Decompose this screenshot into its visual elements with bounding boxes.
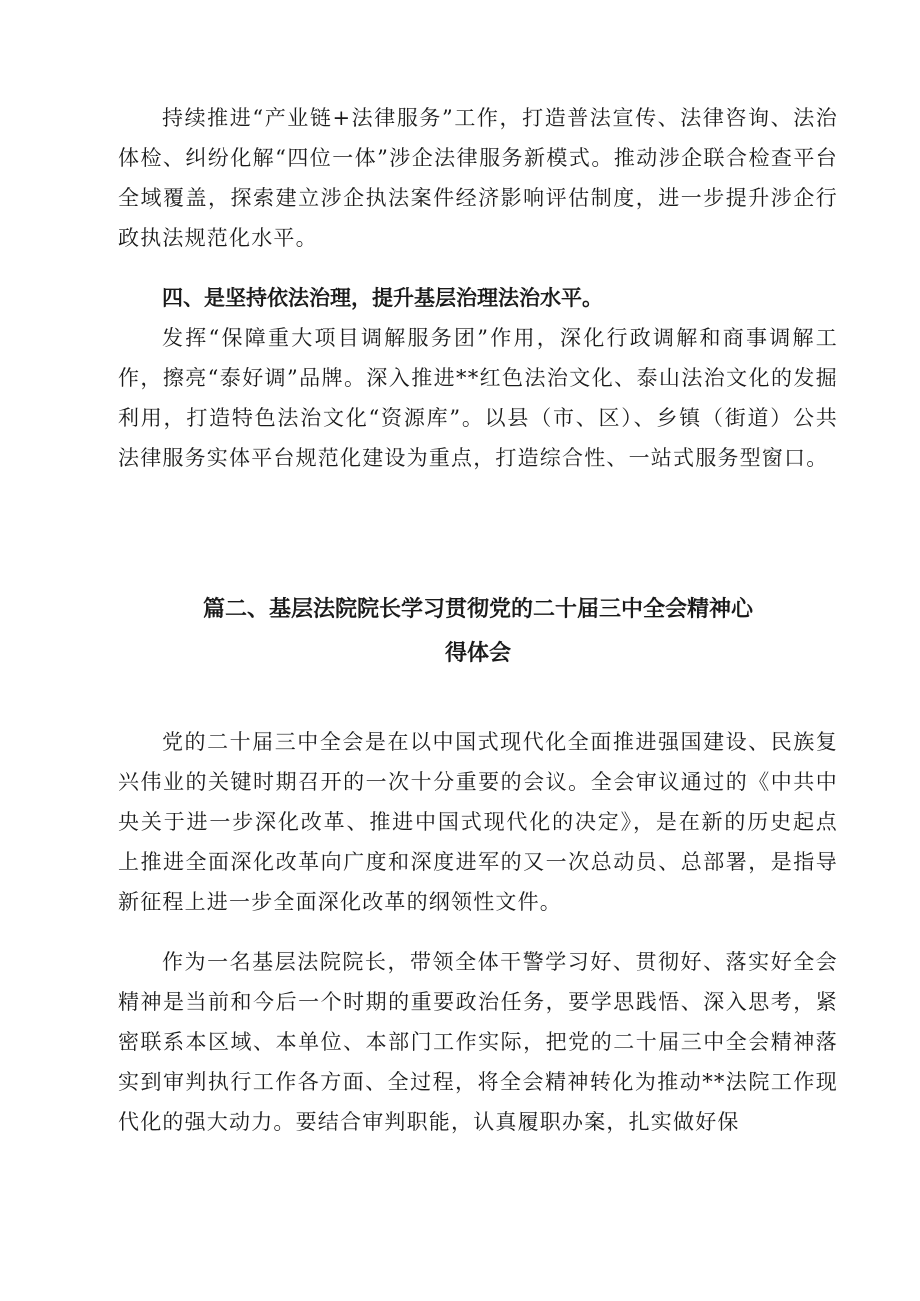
paragraph-plenary-session: 党的二十届三中全会是在以中国式现代化全面推进强国建设、民族复兴伟业的关键时期召开的一次十分重要的会议。全会审议通过的《中共中央关于进一步深化改革、推进中国式现代化的决定》，是在新的历史起点上推进全面深化改革向广度和深度进军的又一次总动员、总部署，是指导新征程上进一步全面深化改革的纲领性文件。 bbox=[118, 730, 838, 914]
section-title-line-2: 得体会 bbox=[444, 641, 511, 666]
paragraph-mediation: 发挥“保障重大项目调解服务团”作用，深化行政调解和商事调解工作，擦亮“泰好调”品牌。深入推进**红色法治文化、泰山法治文化的发掘利用，打造特色法治文化“资源库”。以县（市、区）、乡镇（街道）公共法律服务实体平台规范化建设为重点，打造综合性、一站式服务型窗口。 bbox=[118, 326, 838, 470]
heading-rule-of-law-governance: 四、是坚持依法治理，提升基层治理法治水平。 bbox=[162, 286, 603, 310]
paragraph-legal-services: 持续推进“产业链+法律服务”工作，打造普法宣传、法律咨询、法治体检、纠纷化解“四位一体”涉企法律服务新模式。推动涉企联合检查平台全域覆盖，探索建立涉企执法案件经济影响评估制度，进一步提升涉企行政执法规范化水平。 bbox=[118, 106, 838, 250]
paragraph-court-president: 作为一名基层法院院长，带领全体干警学习好、贯彻好、落实好全会精神是当前和今后一个时期的重要政治任务，要学思践悟、深入思考，紧密联系本区域、本单位、本部门工作实际，把党的二十届三中全会精神落实到审判执行工作各方面、全过程，将全会精神转化为推动**法院工作现代化的强大动力。要结合审判职能，认真履职办案，扎实做好保 bbox=[118, 950, 838, 1134]
section-title-line-1: 篇二、基层法院院长学习贯彻党的二十届三中全会精神心 bbox=[202, 597, 753, 622]
section-title bbox=[118, 588, 838, 676]
